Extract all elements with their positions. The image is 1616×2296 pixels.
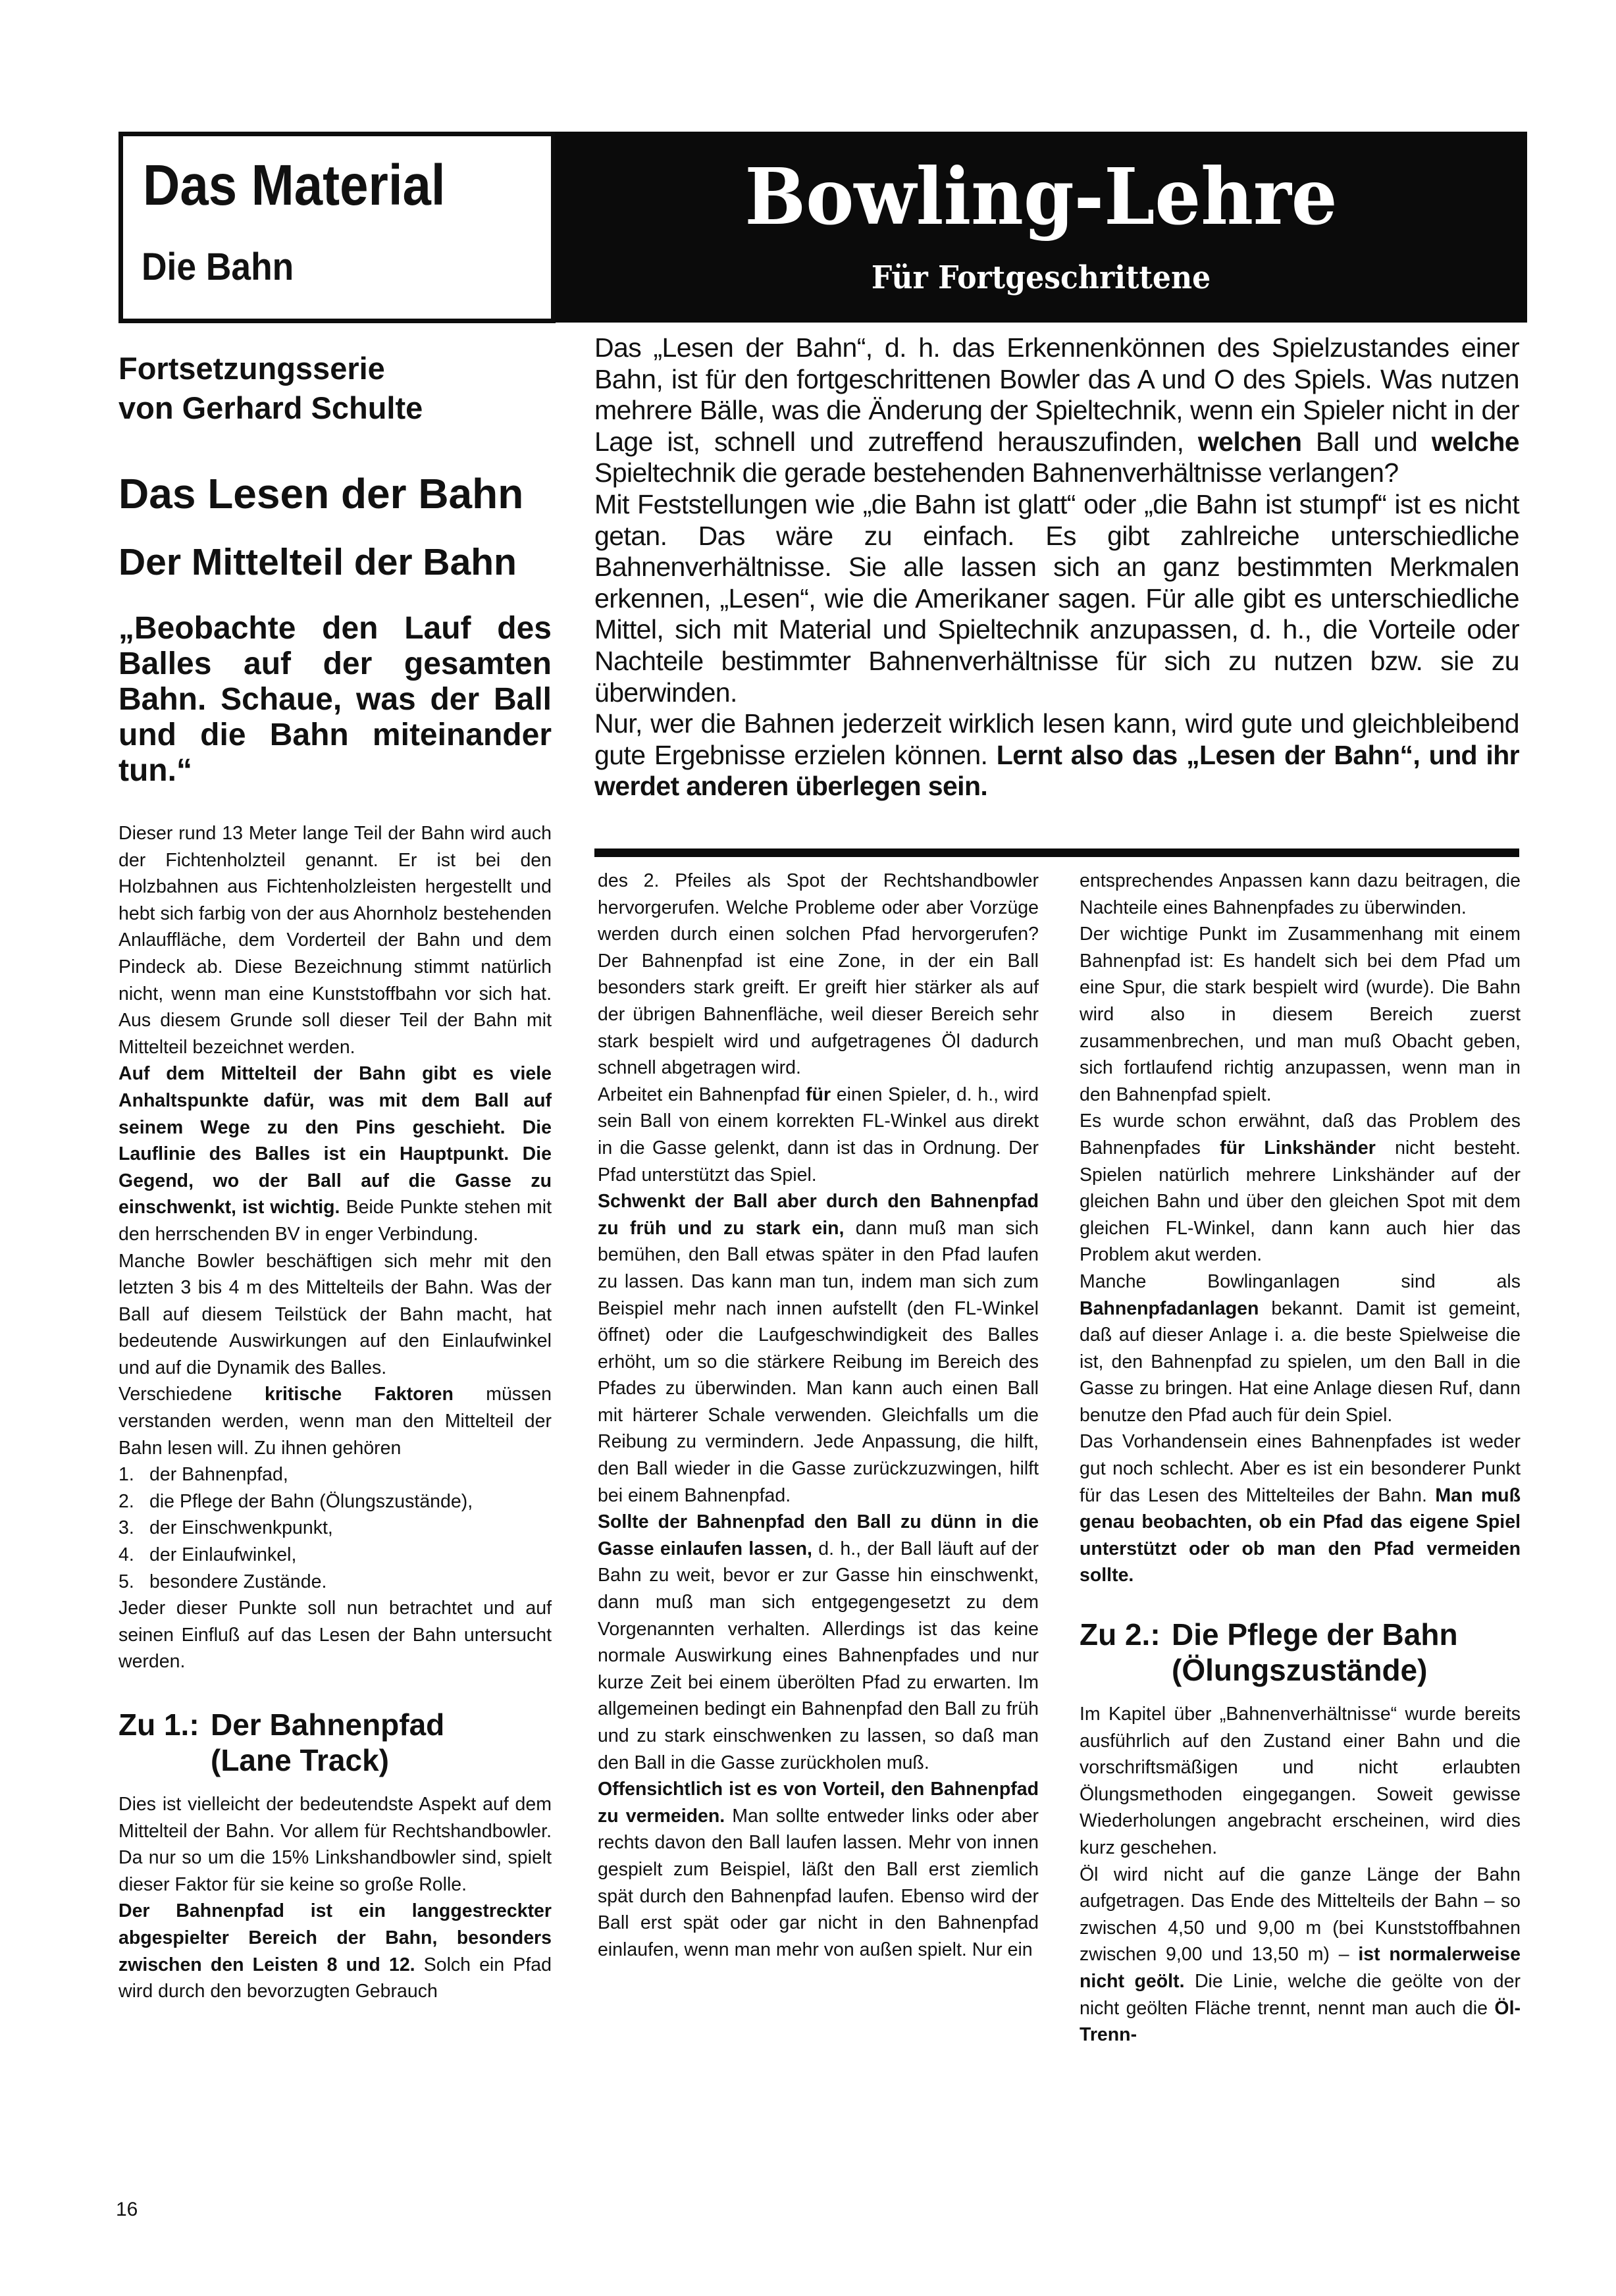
emphasis: Auf dem Mittelteil der Bahn gibt es viele Anhaltspunkte dafür, was mit dem Ball auf seinem Wege zu den Pins geschieht. Die Lauflinie des Balles ist ein Hauptpunkt. Die Gegend, wo der Ball auf die Gasse zu einschwenkt, ist wichtig. <box>118 1063 552 1218</box>
text: Die Linie, welche die geölte von der nicht geölten Fläche trennt, nennt man auch die <box>1080 1970 1521 2019</box>
list-text: der Bahnenpfad, <box>149 1464 288 1486</box>
factor-list <box>118 1461 552 1595</box>
paragraph: Mit Feststellungen wie „die Bahn ist glatt“ oder „die Bahn ist stumpf“ ist es nicht getan. Das wäre zu einfach. Es gibt zahlreiche unterschiedliche Bahnenverhältnisse. Sie alle lassen sich an ganz bestimmten Merkmalen erkennen, „Lesen“, wie die Amerikaner sagen. Für alle gibt es unterschiedliche Mittel, sich mit Material und Spieltechnik anzupassen, d. h., die Vorteile oder Nachteile bestimmter Bahnenverhältnisse für sich zu nutzen bzw. sie zu überwinden. <box>594 488 1519 708</box>
list-item <box>118 1515 552 1542</box>
text: einen Spieler, d. h., wird sein Ball von einem korrekten FL-Winkel aus direkt in die Gasse gelenkt, dann ist das in Ordnung. Der Pfad unterstützt das Spiel. <box>598 1083 1039 1186</box>
left-column <box>118 349 552 2005</box>
intro-text <box>594 332 1519 802</box>
text: Man sollte entweder links oder aber rechts davon den Ball laufen lassen. Mehr von innen gespielt zum Beispiel, läßt den Ball erst ziemlich spät durch den Bahnenpfad laufen. Ebenso wird der Ball erst spät oder gar nicht in den Bahnenpfad einlaufen, wenn man mehr von außen spielt. Nur ein <box>598 1805 1039 1960</box>
section-heading-1 <box>118 1707 552 1778</box>
text: Manche Bowlinganlagen sind als <box>1080 1270 1521 1292</box>
paragraph <box>118 1898 552 2004</box>
section-label-subtitle: Die Bahn <box>142 246 294 288</box>
paragraph: des 2. Pfeiles als Spot der Rechtshandbowler hervorgerufen. Welche Probleme oder aber Vorzüge werden durch einen solchen Pfad hervorgerufen? Der Bahnenpfad ist eine Zone, in der ein Ball besonders stark greift. Er greift hier stärker als auf der übrigen Bahnenfläche, weil dieser Bereich sehr stark bespielt wird und aufgetragenes Öl dadurch schnell abgetragen wird. <box>598 870 1039 1079</box>
list-text: besondere Zustände. <box>149 1571 327 1592</box>
emphasis: Offensichtlich ist es von Vorteil, den Bahnenpfad zu vermeiden. <box>598 1779 1039 1827</box>
list-number: 3. <box>118 1517 134 1539</box>
text: Nur, wer die Bahnen jederzeit wirklich lesen kann, wird gute und gleichbleibend gute Ergebnisse erzielen können. <box>594 708 1519 770</box>
text: Das Vorhandensein eines Bahnenpfades ist weder gut noch schlecht. Aber es ist ein besonderer Punkt für das Lesen des Mittelteiles der Bahn. <box>1080 1431 1521 1506</box>
section-number: Zu 2.: <box>1080 1617 1160 1652</box>
paragraph <box>1080 1428 1521 1589</box>
text: Beide Punkte stehen mit den herrschenden BV in enger Verbindung. <box>118 1197 552 1245</box>
series-banner <box>555 132 1527 323</box>
paragraph: Manche Bowler beschäftigen sich mehr mit den letzten 3 bis 4 m des Mittelteils der Bahn. Was der Ball auf diesem Teilstück der Bahn macht, hat bedeutende Auswirkungen auf den Einlaufwinkel und auf die Dynamik des Balles. <box>118 1250 552 1378</box>
emphasis: Der Bahnenpfad ist ein langgestreckter abgespielter Bereich der Bahn, besonders zwischen den Leisten 8 und 12. <box>118 1900 552 1975</box>
text: nicht besteht. Spielen natürlich mehrere Linkshänder auf der gleichen Bahn und über den gleichen Spot mit dem gleichen FL-Winkel, dann kann auch hier das Problem akut werden. <box>1080 1137 1521 1266</box>
article-title: Das Lesen der Bahn <box>118 470 524 517</box>
section-number: Zu 1.: <box>118 1708 199 1742</box>
text: dann muß man sich bemühen, den Ball etwas später in den Pfad laufen zu lassen. Das kann man tun, indem man sich zum Beispiel mehr nach innen aufstellt (den FL-Winkel öffnet) oder die Laufgeschwindigkeit des Balles erhöht, um so die stärkere Reibung im Bereich des Pfades zu überwinden. Man kann auch einen Ball mit härterer Schale verwenden. Gleichfalls um die Reibung zu vermindern. Jede Anpassung, die hilft, den Ball wieder in die Gasse zurückzuzwingen, hilft bei einem Bahnenpfad. <box>598 1217 1039 1506</box>
text: Verschiedene <box>118 1384 265 1405</box>
emphasis: Sollte der Bahnenpfad den Ball zu dünn in die Gasse einlaufen lassen, <box>598 1511 1039 1559</box>
section-label-title: Das Material <box>143 152 446 217</box>
paragraph: Der wichtige Punkt im Zusammenhang mit einem Bahnenpfad ist: Es handelt sich bei dem Pfad um eine Spur, die stark bespielt wird (wurde). Die Bahn wird also in diesem Bereich zuerst zusammenbrechen, und man muß Obacht geben, sich fortlaufend richtig anzupassen, wenn man in den Bahnenpfad spielt. <box>1080 924 1521 1105</box>
emphasis: für Linkshänder <box>1220 1137 1376 1159</box>
page-number: 16 <box>116 2199 138 2220</box>
list-item <box>118 1542 552 1569</box>
series-line: Fortsetzungsserie <box>118 351 385 386</box>
list-item <box>118 1569 552 1596</box>
list-item <box>118 1488 552 1515</box>
banner-subtitle: Für Fortgeschrittene <box>871 259 1211 296</box>
section-label-box <box>118 132 556 323</box>
paragraph <box>594 708 1519 802</box>
list-text: die Pflege der Bahn (Ölungszustände), <box>149 1490 473 1512</box>
paragraph <box>1080 1268 1521 1429</box>
paragraph: Jeder dieser Punkte soll nun betrachtet und auf seinen Einfluß auf das Lesen der Bahn untersucht werden. <box>118 1598 552 1673</box>
list-number: 5. <box>118 1571 134 1592</box>
banner-title: Bowling-Lehre <box>744 151 1338 242</box>
paragraph <box>598 1188 1039 1509</box>
section-title: Die Pflege der Bahn <box>1172 1617 1458 1652</box>
paragraph: Dieser rund 13 Meter lange Teil der Bahn wird auch der Fichtenholzteil genannt. Er ist bei den Holzbahnen aus Fichtenholzleisten hergestellt und hebt sich farbig von der aus Ahornholz bestehenden Anlauffläche, dem Vorderteil der Bahn und dem Pindeck ab. Diese Bezeichnung stimmt natürlich nicht, wenn man eine Kunststoffbahn vor sich hat. Aus diesem Grunde soll dieser Teil der Bahn mit Mittelteil bezeichnet werden. <box>118 823 552 1058</box>
series-note <box>118 349 552 428</box>
emphasis: kritische Faktoren <box>265 1384 454 1405</box>
paragraph <box>598 1776 1039 1963</box>
list-text: der Einlaufwinkel, <box>149 1544 297 1566</box>
emphasis: welchen <box>1197 426 1302 457</box>
article-subtitle: Der Mittelteil der Bahn <box>118 541 517 583</box>
text: Solch ein Pfad wird durch den bevorzugten Gebrauch <box>118 1954 552 2002</box>
list-number: 1. <box>118 1464 134 1486</box>
paragraph: Im Kapitel über „Bahnenverhältnisse“ wurde bereits ausführlich auf den Zustand einer Bahn und die vorschriftsmäßigen und nicht erlaubten Ölungsmethoden eingegangen. Soweit gewisse Wiederholungen angebracht erscheinen, wird dies kurz geschehen. <box>1080 1704 1521 1858</box>
author-line: von Gerhard Schulte <box>118 390 423 425</box>
section-title: Der Bahnenpfad <box>211 1708 445 1742</box>
text: d. h., der Ball läuft auf der Bahn zu weit, bevor er zur Gasse hin einschwenkt, dann muß man sich entgegengesetzt zu dem Vorgenannten verhalten. Allerdings ist das keine normale Auswirkung eines Bahnenpfades und nur kurze Zeit bei einem überölten Pfad zu erwarten. Im allgemeinen bedingt ein Bahnenpfad den Ball zu früh und zu stark einschwenken zu lassen, so daß man den Ball in die Gasse zurückholen muß. <box>598 1538 1039 1773</box>
list-item <box>118 1461 552 1488</box>
emphasis: ist normalerweise nicht geölt. <box>1080 1944 1521 1992</box>
paragraph: Dies ist vielleicht der bedeutendste Aspekt auf dem Mittelteil der Bahn. Vor allem für Rechtshandbowler. Da nur so um die 15% Linkshandbowler sind, spielt dieser Faktor für sie keine so große Rolle. <box>118 1794 552 1895</box>
emphasis: Man muß genau beobachten, ob ein Pfad das eigene Spiel unterstützt oder ob man den Pfad vermeiden sollte. <box>1080 1484 1521 1586</box>
section-heading-2 <box>1080 1617 1521 1688</box>
text: müssen verstanden werden, wenn man den Mittelteil der Bahn lesen will. Zu ihnen gehören <box>118 1384 552 1459</box>
right-column <box>1080 868 1521 2048</box>
text: Spieltechnik die gerade bestehenden Bahnenverhältnisse verlangen? <box>594 457 1399 488</box>
section-title-en: (Lane Track) <box>211 1743 389 1777</box>
paragraph <box>1080 1862 1521 2048</box>
paragraph <box>594 332 1519 489</box>
text: Ball und <box>1301 426 1432 457</box>
section-title-detail: (Ölungszustände) <box>1172 1653 1428 1688</box>
paragraph <box>118 1381 552 1461</box>
emphasis: Lernt also das „Lesen der Bahn“, und ihr werdet anderen überlegen sein. <box>594 739 1519 802</box>
paragraph <box>118 1060 552 1247</box>
paragraph <box>1080 1108 1521 1268</box>
text: Öl wird nicht auf die ganze Länge der Bahn aufgetragen. Das Ende des Mittelteils der Bahn – so zwischen 4,50 und 9,00 m (bei Kunststoffbahnen zwischen 9,00 und 13,50 m) – <box>1080 1864 1521 1966</box>
paragraph <box>598 1509 1039 1776</box>
text: Es wurde schon erwähnt, daß das Problem des Bahnenpfades <box>1080 1110 1521 1159</box>
list-number: 2. <box>118 1490 134 1512</box>
text: bekannt. Damit ist gemeint, daß auf dieser Anlage i. a. die beste Spielweise die ist, den Bahnenpfad zu spielen, um den Ball in die Gasse zu bringen. Hat eine Anlage diesen Ruf, dann benutze den Pfad auch für dein Spiel. <box>1080 1297 1521 1426</box>
pull-quote: „Beobachte den Lauf des Balles auf der gesamten Bahn. Schaue, was der Ball und die Bahn miteinander tun.“ <box>118 611 552 788</box>
paragraph <box>598 1082 1039 1188</box>
emphasis: welche <box>1431 426 1519 457</box>
emphasis: Bahnenpfadanlagen <box>1080 1297 1259 1319</box>
divider-rule <box>594 848 1519 857</box>
paragraph: entsprechendes Anpassen kann dazu beitragen, die Nachteile eines Bahnenpfades zu überwinden. <box>1080 870 1521 918</box>
middle-column <box>598 868 1039 1963</box>
emphasis: Schwenkt der Ball aber durch den Bahnenpfad zu früh und zu stark ein, <box>598 1191 1039 1239</box>
emphasis: Öl-Trenn- <box>1080 1997 1521 2046</box>
text: Das „Lesen der Bahn“, d. h. das Erkennenkönnen des Spielzustandes einer Bahn, ist für den fortgeschrittenen Bowler das A und O des Spiels. Was nutzen mehrere Bälle, was die Änderung der Spieltechnik, wenn ein Spieler nicht in der Lage ist, schnell und zutreffend herauszufinden, <box>594 332 1519 457</box>
emphasis: für <box>806 1083 831 1105</box>
list-number: 4. <box>118 1544 134 1566</box>
text: Arbeitet ein Bahnenpfad <box>598 1083 806 1105</box>
list-text: der Einschwenkpunkt, <box>149 1517 333 1539</box>
